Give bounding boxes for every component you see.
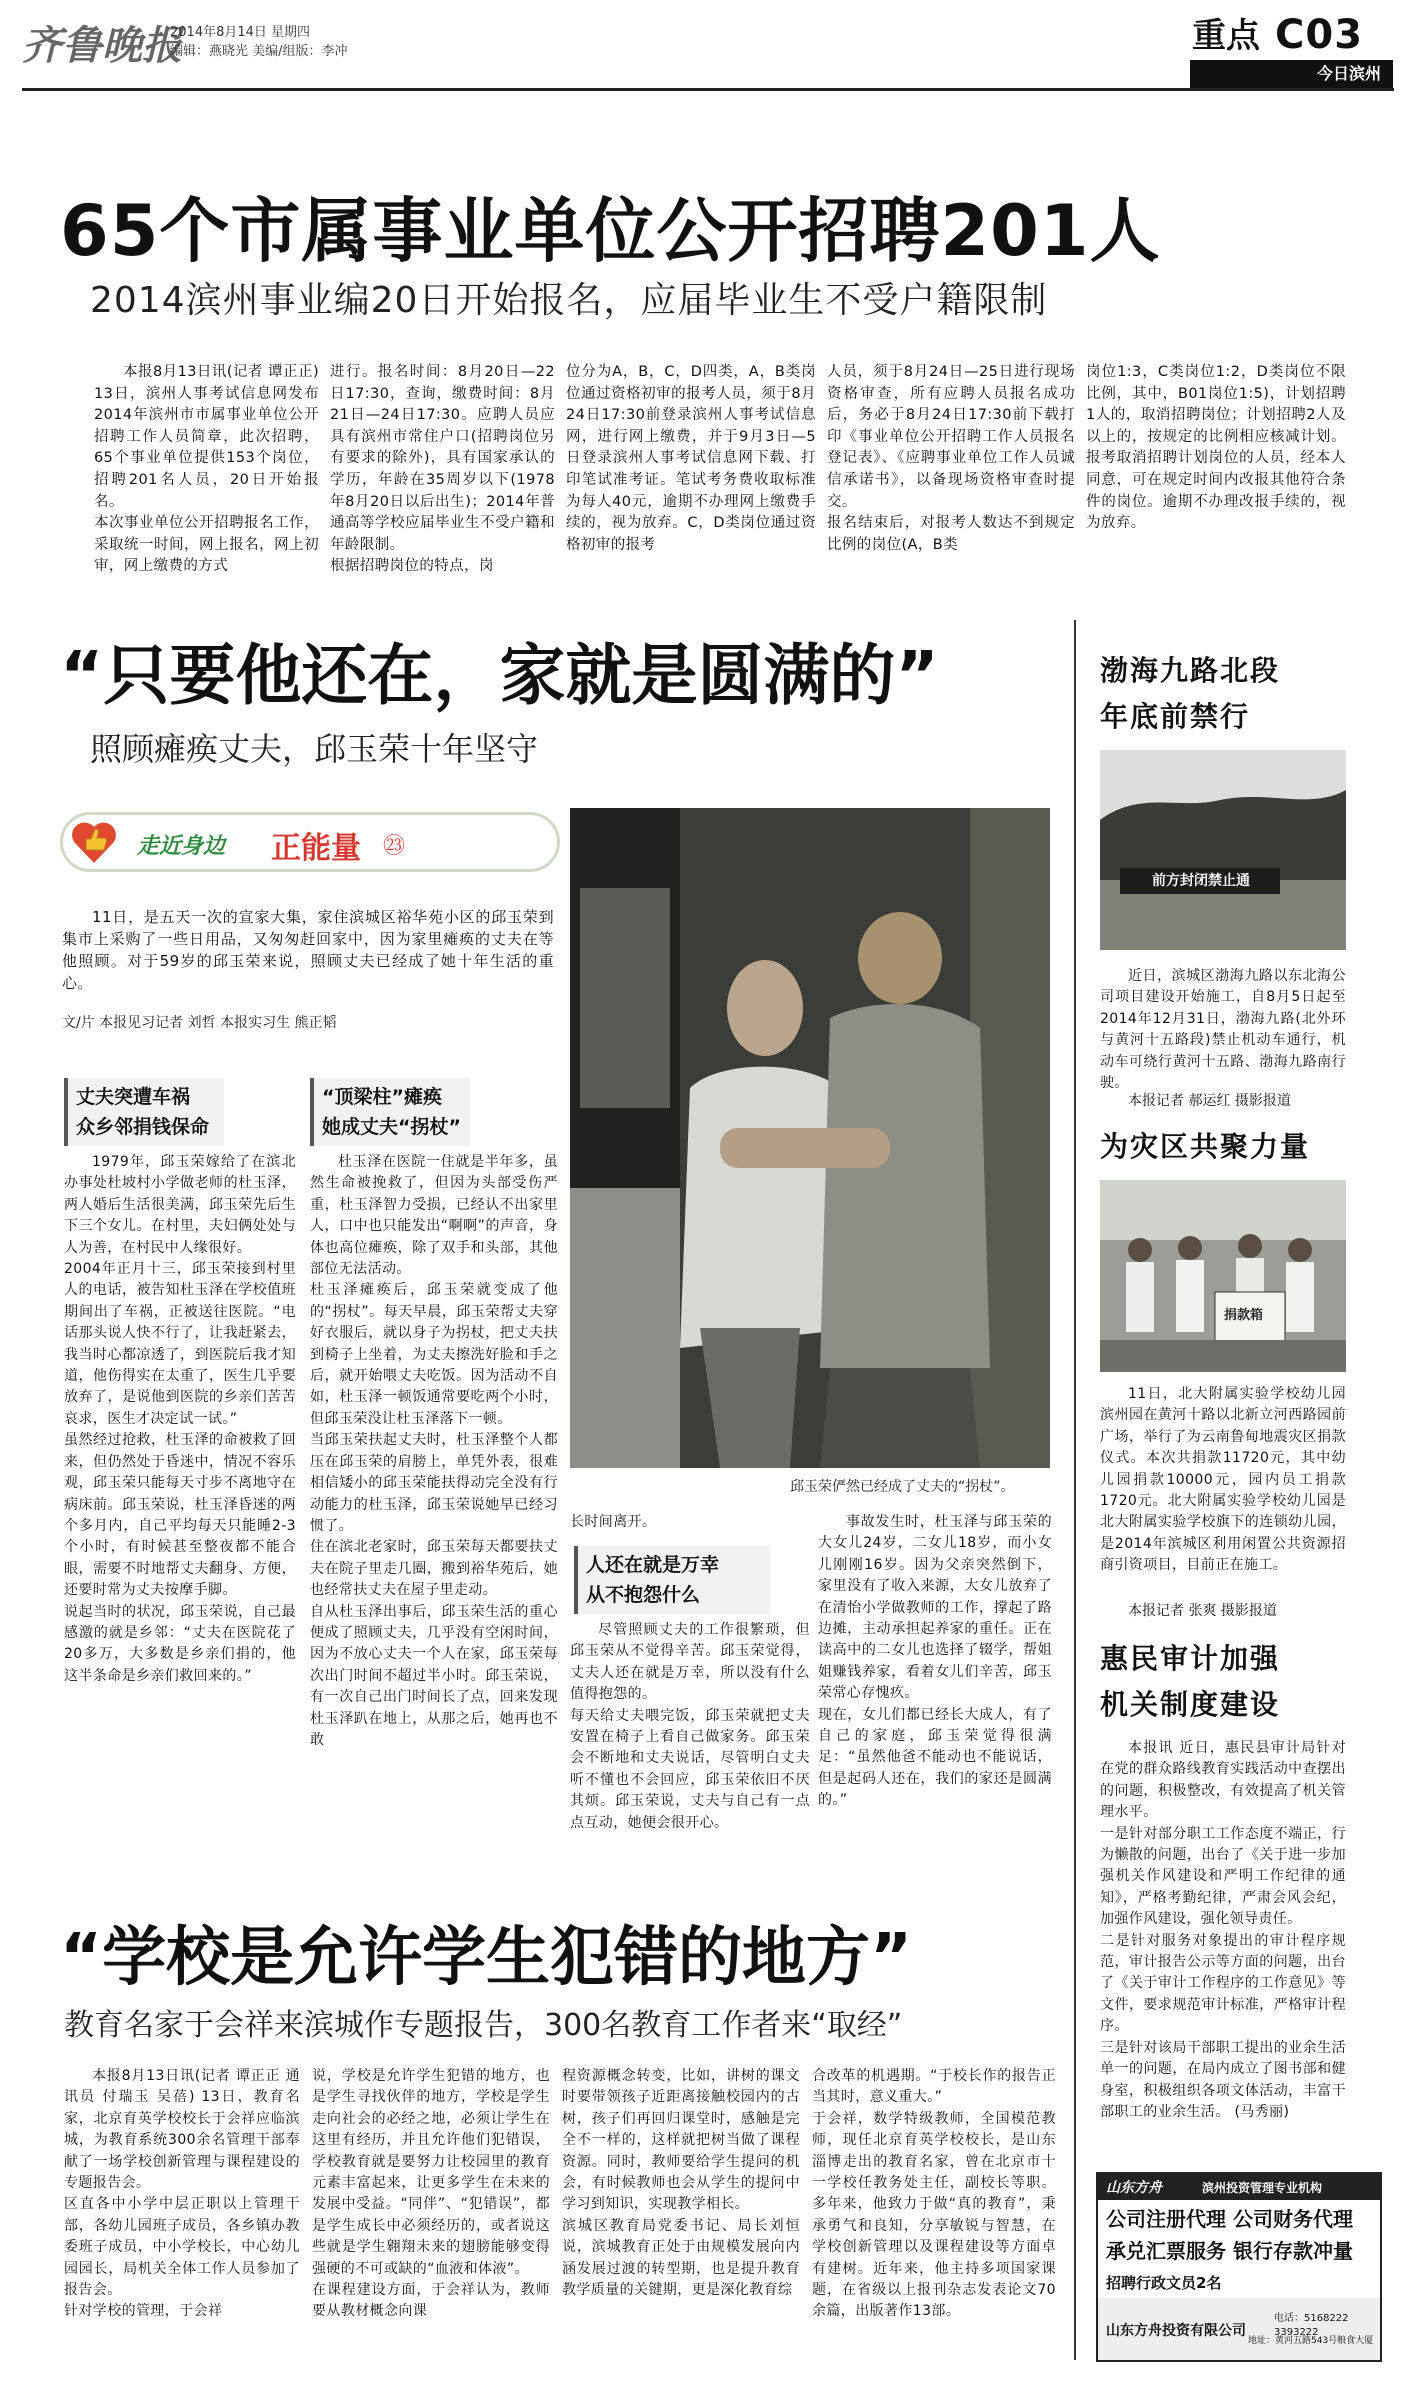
lead-col-2: 进行。报名时间：8月20日—22日17:30，查询，缴费时间：8月21日—24日17:30。应聘人员应具有滨州市常住户口(招聘岗位另有要求的除外)，具有国家承认的学历，年龄在35周岁以下(1978年8月20日以后出生)；2014年普通高等学校应届毕业生不受户籍和年龄限制。 根据招聘岗位的特点，岗 bbox=[330, 364, 555, 575]
badge-label-a: 走近身边 bbox=[137, 833, 226, 859]
bottom-headline: “学校是允许学生犯错的地方” bbox=[60, 1921, 913, 1995]
badge-number: ㉓ bbox=[383, 834, 406, 859]
story-byline: 文/片 本报见习记者 刘哲 本报实习生 熊正韬 bbox=[62, 1015, 337, 1031]
side1-photo bbox=[1100, 750, 1346, 950]
side2-photo bbox=[1100, 1180, 1346, 1372]
story-col-1: 1979年，邱玉荣嫁给了在滨北办事处杜坡村小学做老师的杜玉泽，两人婚后生活很美满，邱玉荣先后生下三个女儿。在村里，夫妇俩处处与人为善，在村民中人缘很好。 2004年正月十三，邱玉荣接到村里人的电话，被告知杜玉泽在学校值班期间出了车祸，正被送往医院。“电话那头说人快不行了，让我赶紧去，我当时心都凉透了，到医院后我才知道，他伤得实在太重了，医生几乎要放弃了，是说他到医院的乡亲们苦苦哀求，医生才决定试一试。” 虽然经过抢救，杜玉泽的命被救了回来，但仍然处于昏迷中，情况不容乐观，邱玉荣只能每天寸步不离地守在病床前。邱玉荣说，杜玉泽昏迷的两个多月内，自己平均每天只能睡2-3个小时，有时候甚至整夜都不能合眼，需要不时地帮丈夫翻身、方便，还要时常为丈夫按摩手脚。 说起当时的状况，邱玉荣说，自己最感激的就是乡邻：“丈夫在医院花了20多万，大多数是乡亲们捐的，他这半条命是乡亲们救回来的。” bbox=[64, 1154, 296, 1684]
edition-label: 今日滨州 bbox=[1190, 60, 1393, 88]
masthead-editors: 编辑：燕晓光 美编/组版：李冲 bbox=[170, 44, 348, 59]
masthead-logo: 齐鲁晚报 bbox=[22, 22, 182, 69]
ad-line-2: 承兑汇票服务 银行存款冲量 bbox=[1106, 2239, 1353, 2263]
bottom-col-3: 程资源概念转变，比如，讲树的课文时要带领孩子近距离接触校园内的古树，孩子们再回归课堂时，感触是完全不一样的，这样就把树当做了课程资源。同时，教师要给学生提问的机会，有时候教师也会从学生的提问中学习到知识，实现教学相长。 滨城区教育局党委书记、局长刘恒说，滨城教育正处于由规模发展向内涵发展过渡的转型期，也是提升教育教学质量的关键期，更是深化教育综 bbox=[562, 2068, 800, 2299]
ad-brand: 山东方舟 bbox=[1106, 2180, 1162, 2196]
bottom-col-2: 说，学校是允许学生犯错的地方，也是学生寻找伙伴的地方，学校是学生走向社会的必经之地，必须让学生在这里有经历，并且允许他们犯错误，学校教育就是要努力让校园里的教育元素丰富起来，让更多学生在未来的发展中受益。“同伴”、“犯错误”，都是学生成长中必须经历的，或者说这些就是学生翱翔未来的翅膀能够变得强硬的不可或缺的“血液和体液”。 在课程建设方面，于会祥认为，教师要从教材概念向课 bbox=[312, 2068, 550, 2320]
story-intro: 11日，是五天一次的宣家大集，家住滨城区裕华苑小区的邱玉荣到集市上采购了一些日用品，又匆匆赶回家中，因为家里瘫痪的丈夫在等他照顾。对于59岁的邱玉荣来说，照顾丈夫已经成了她十年生活的重心。 bbox=[62, 908, 554, 992]
donation-box-label: 捐款箱 bbox=[1224, 1308, 1264, 1323]
masthead-date: 2014年8月14日 星期四 bbox=[170, 25, 311, 40]
lead-col-3: 位分为A，B，C，D四类，A，B类岗位通过资格初审的报考人员，须于8月24日17:30前登录滨州人事考试信息网，进行网上缴费，并于9月3日—5日登录滨州人事考试信息网下载、打印笔试准考证。笔试考务费收取标准为每人40元，逾期不办理网上缴费手续的，视为放弃。C，D类岗位通过资格初审的报考 bbox=[566, 364, 816, 553]
story-photo bbox=[570, 808, 1050, 1468]
page-number: C03 bbox=[1275, 12, 1395, 58]
lead-headline: 65个市属事业单位公开招聘201人 bbox=[60, 190, 1161, 272]
photo-caption: 邱玉荣俨然已经成了丈夫的“拐杖”。 bbox=[790, 1479, 1015, 1495]
ad-hiring: 招聘行政文员2名 bbox=[1106, 2274, 1222, 2292]
bottom-subheadline: 教育名家于会祥来滨城作专题报告，300名教育工作者来“取经” bbox=[64, 2008, 903, 2043]
story-headline: “只要他还在，家就是圆满的” bbox=[60, 637, 939, 714]
story-col-3b: 尽管照顾丈夫的工作很繁琐，但邱玉荣从不觉得辛苦。邱玉荣觉得，丈夫人还在就是万幸，所以没有什么值得抱怨的。 每天给丈夫喂完饭，邱玉荣就把丈夫安置在椅子上看自己做家务。邱玉荣会不断地和丈夫说话，尽管明白丈夫听不懂也不会回应，邱玉荣依旧不厌其烦。邱玉荣说，丈夫与自己有一点点互动，她便会很开心。 bbox=[570, 1622, 810, 1831]
bottom-col-4: 合改革的机遇期。“于校长作的报告正当其时，意义重大。” 于会祥，数学特级教师，全国模范教师，现任北京育英学校校长，是山东淄博走出的教育名家，曾在北京市十一学校任教务处主任，副校长等职。多年来，他致力于做“真的教育”，秉承勇气和良知，分享敏锐与智慧，在学校创新管理以及课程建设等方面卓有建树。近年来，他主持多项国家课题，在省级以上报刊杂志发表论文70余篇，出版著作13部。 bbox=[812, 2068, 1056, 2320]
side1-text: 近日，滨城区渤海九路以东北海公司项目建设开始施工，自8月5日起至2014年12月31日，渤海九路(北外环与黄河十五路段)禁止机动车通行，机动车可绕行黄河十五路、渤海九路南行驶。 bbox=[1100, 968, 1346, 1092]
lead-col-1: 本报8月13日讯(记者 谭正正) 13日，滨州人事考试信息网发布2014年滨州市市属事业单位公开招聘工作人员简章，此次招聘，65个事业单位提供153个岗位，招聘201名人员，20日开始报名。 本次事业单位公开招聘报名工作，采取统一时间，网上报名，网上初审，网上缴费的方式 bbox=[94, 364, 319, 575]
ad-line-1: 公司注册代理 公司财务代理 bbox=[1106, 2207, 1353, 2231]
ad-address: 地址：黄河五路543号粮食大厦 bbox=[1248, 2336, 1374, 2346]
side2-title: 为灾区共聚力量 bbox=[1100, 1130, 1311, 1163]
story-subhead-1: 丈夫突遭车祸 众乡邻捐钱保命 bbox=[64, 1078, 224, 1146]
lead-col-4: 人员，须于8月24日—25日进行现场资格审查，所有应聘人员报名成功后，务必于8月24日17:30前下载打印《事业单位公开招聘工作人员报名登记表》、《应聘事业单位工作人员诚信承诺书》，以备现场资格审查时提交。 报名结束后，对报考人数达不到规定比例的岗位(A，B类 bbox=[827, 364, 1075, 553]
thumbs-up-icon bbox=[69, 819, 119, 865]
side3-title: 惠民审计加强 机关制度建设 bbox=[1100, 1642, 1281, 1721]
ad-tagline: 滨州投资管理专业机构 bbox=[1202, 2181, 1323, 2195]
story-subheadline: 照顾瘫痪丈夫，邱玉荣十年坚守 bbox=[90, 730, 539, 768]
ad-block bbox=[1096, 2172, 1382, 2362]
side3-text: 本报讯 近日，惠民县审计局针对在党的群众路线教育实践活动中查摆出的问题，积极整改，有效提高了机关管理水平。 一是针对部分职工工作态度不端正，行为懒散的问题，出台了《关于进一步加强机关作风建设和严明工作纪律的通知》，严格考勤纪律，严肃会风会纪，加强作风建设，强化领导责任。 二是针对服务对象提出的审计程序规范，审计报告公示等方面的问题，出台了《关于审计工作程序的工作意见》等文件，要求规范审计标准，严格审计程序。 三是针对该局干部职工提出的业余生活单一的问题，在局内成立了图书部和健身室，积极组织各项文体活动，丰富干部职工的业余生活。 (马秀丽) bbox=[1100, 1740, 1346, 2120]
story-subhead-3: 人还在就是万幸 从不抱怨什么 bbox=[574, 1546, 770, 1614]
story-subhead-2: “顶梁柱”瘫痪 她成丈夫“拐杖” bbox=[310, 1078, 470, 1146]
masthead-rule bbox=[22, 88, 1394, 91]
side1-title: 渤海九路北段 年底前禁行 bbox=[1100, 654, 1281, 733]
ad-company: 山东方舟投资有限公司 bbox=[1106, 2323, 1246, 2339]
side1-byline: 本报记者 郝运红 摄影报道 bbox=[1128, 1093, 1291, 1109]
ad-phone: 电话：5168222 3393222 bbox=[1274, 2313, 1349, 2338]
story-col-4: 事故发生时，杜玉泽与邱玉荣的大女儿24岁，二女儿18岁，而小女儿刚刚16岁。因为父亲突然倒下，家里没有了收入来源，大女儿放弃了在清怡小学做教师的工作，撑起了路边摊，主动承担起养家的重任。正在读高中的二女儿也选择了辍学，帮姐姐赚钱养家，看着女儿们辛苦，邱玉荣常心存愧疚。 现在，女儿们都已经长大成人，有了自己的家庭，邱玉荣觉得很满足：“虽然他爸不能动也不能说话，但是起码人还在，我们的家还是圆满的。” bbox=[818, 1514, 1052, 1809]
lead-col-5: 岗位1:3，C类岗位1:2，D类岗位不限比例，其中，B01岗位1:5)，计划招聘1人的，取消招聘岗位；计划招聘2人及以上的，按规定的比例相应核减计划。报考取消招聘计划岗位的人员，经本人同意，可在规定时间内改报其他符合条件的岗位。逾期不办理改报手续的，视为放弃。 bbox=[1086, 364, 1346, 532]
story-col-3: 长时间离开。 bbox=[570, 1514, 657, 1530]
badge-label-b: 正能量 bbox=[271, 831, 361, 866]
story-col-2: 杜玉泽在医院一住就是半年多，虽然生命被挽救了，但因为头部受伤严重，杜玉泽智力受损，已经认不出家里人，口中也只能发出“啊啊”的声音，身体也高位瘫痪，除了双手和头部，其他部位无法活动。 杜玉泽瘫痪后，邱玉荣就变成了他的“拐杖”。每天早晨，邱玉荣帮丈夫穿好衣服后，就以身子为拐杖，把丈夫扶到椅子上坐着，为丈夫擦洗好脸和手之后，就开始喂丈夫吃饭。因为活动不自如，杜玉泽一顿饭通常要吃两个小时，但邱玉荣没让杜玉泽落下一顿。 当邱玉荣扶起丈夫时，杜玉泽整个人都压在邱玉荣的肩膀上，单凭外表，很难相信矮小的邱玉荣能扶得动完全没有行动能力的杜玉泽，邱玉荣说她早已经习惯了。 住在滨北老家时，邱玉荣每天都要扶丈夫在院子里走几圈，搬到裕华苑后，她也经常扶丈夫在屋子里走动。 自从杜玉泽出事后，邱玉荣生活的重心便成了照顾丈夫，几乎没有空闲时间，因为不放心丈夫一个人在家，邱玉荣每次出门时间不超过半小时。邱玉荣说，有一次自己出门时间长了点，回来发现杜玉泽趴在地上，从那之后，她再也不敢 bbox=[310, 1154, 558, 1748]
side2-text: 11日，北大附属实验学校幼儿园滨州园在黄河十路以北新立河西路园前广场，举行了为云南鲁甸地震灾区捐款仪式。本次共捐款11720元，其中幼儿园捐款10000元，园内员工捐款1720元。北大附属实验学校幼儿园是北大附属实验学校旗下的连锁幼儿园，是2014年滨城区利用闲置公共资源招商引资项目，目前正在施工。 bbox=[1100, 1386, 1346, 1574]
lead-subheadline: 2014滨州事业编20日开始报名，应届毕业生不受户籍限制 bbox=[90, 280, 1048, 321]
section-title: 重点 bbox=[1192, 16, 1260, 56]
road-sign: 前方封闭禁止通 bbox=[1152, 873, 1250, 889]
series-badge bbox=[60, 812, 560, 872]
side2-byline: 本报记者 张爽 摄影报道 bbox=[1128, 1603, 1277, 1619]
bottom-col-1: 本报8月13日讯(记者 谭正正 通讯员 付瑞玉 吴蓓) 13日，教育名家，北京育英学校校长于会祥应临滨城，为教育系统300余名管理干部奉献了一场学校创新管理与课程建设的专题报告会。 区直各中小学中层正职以上管理干部，各幼儿园班子成员，各乡镇办教委班子成员，中小学校长，中心幼儿园园长，局机关全体工作人员参加了报告会。 针对学校的管理，于会祥 bbox=[64, 2068, 300, 2320]
sidebar-divider bbox=[1074, 620, 1076, 2360]
